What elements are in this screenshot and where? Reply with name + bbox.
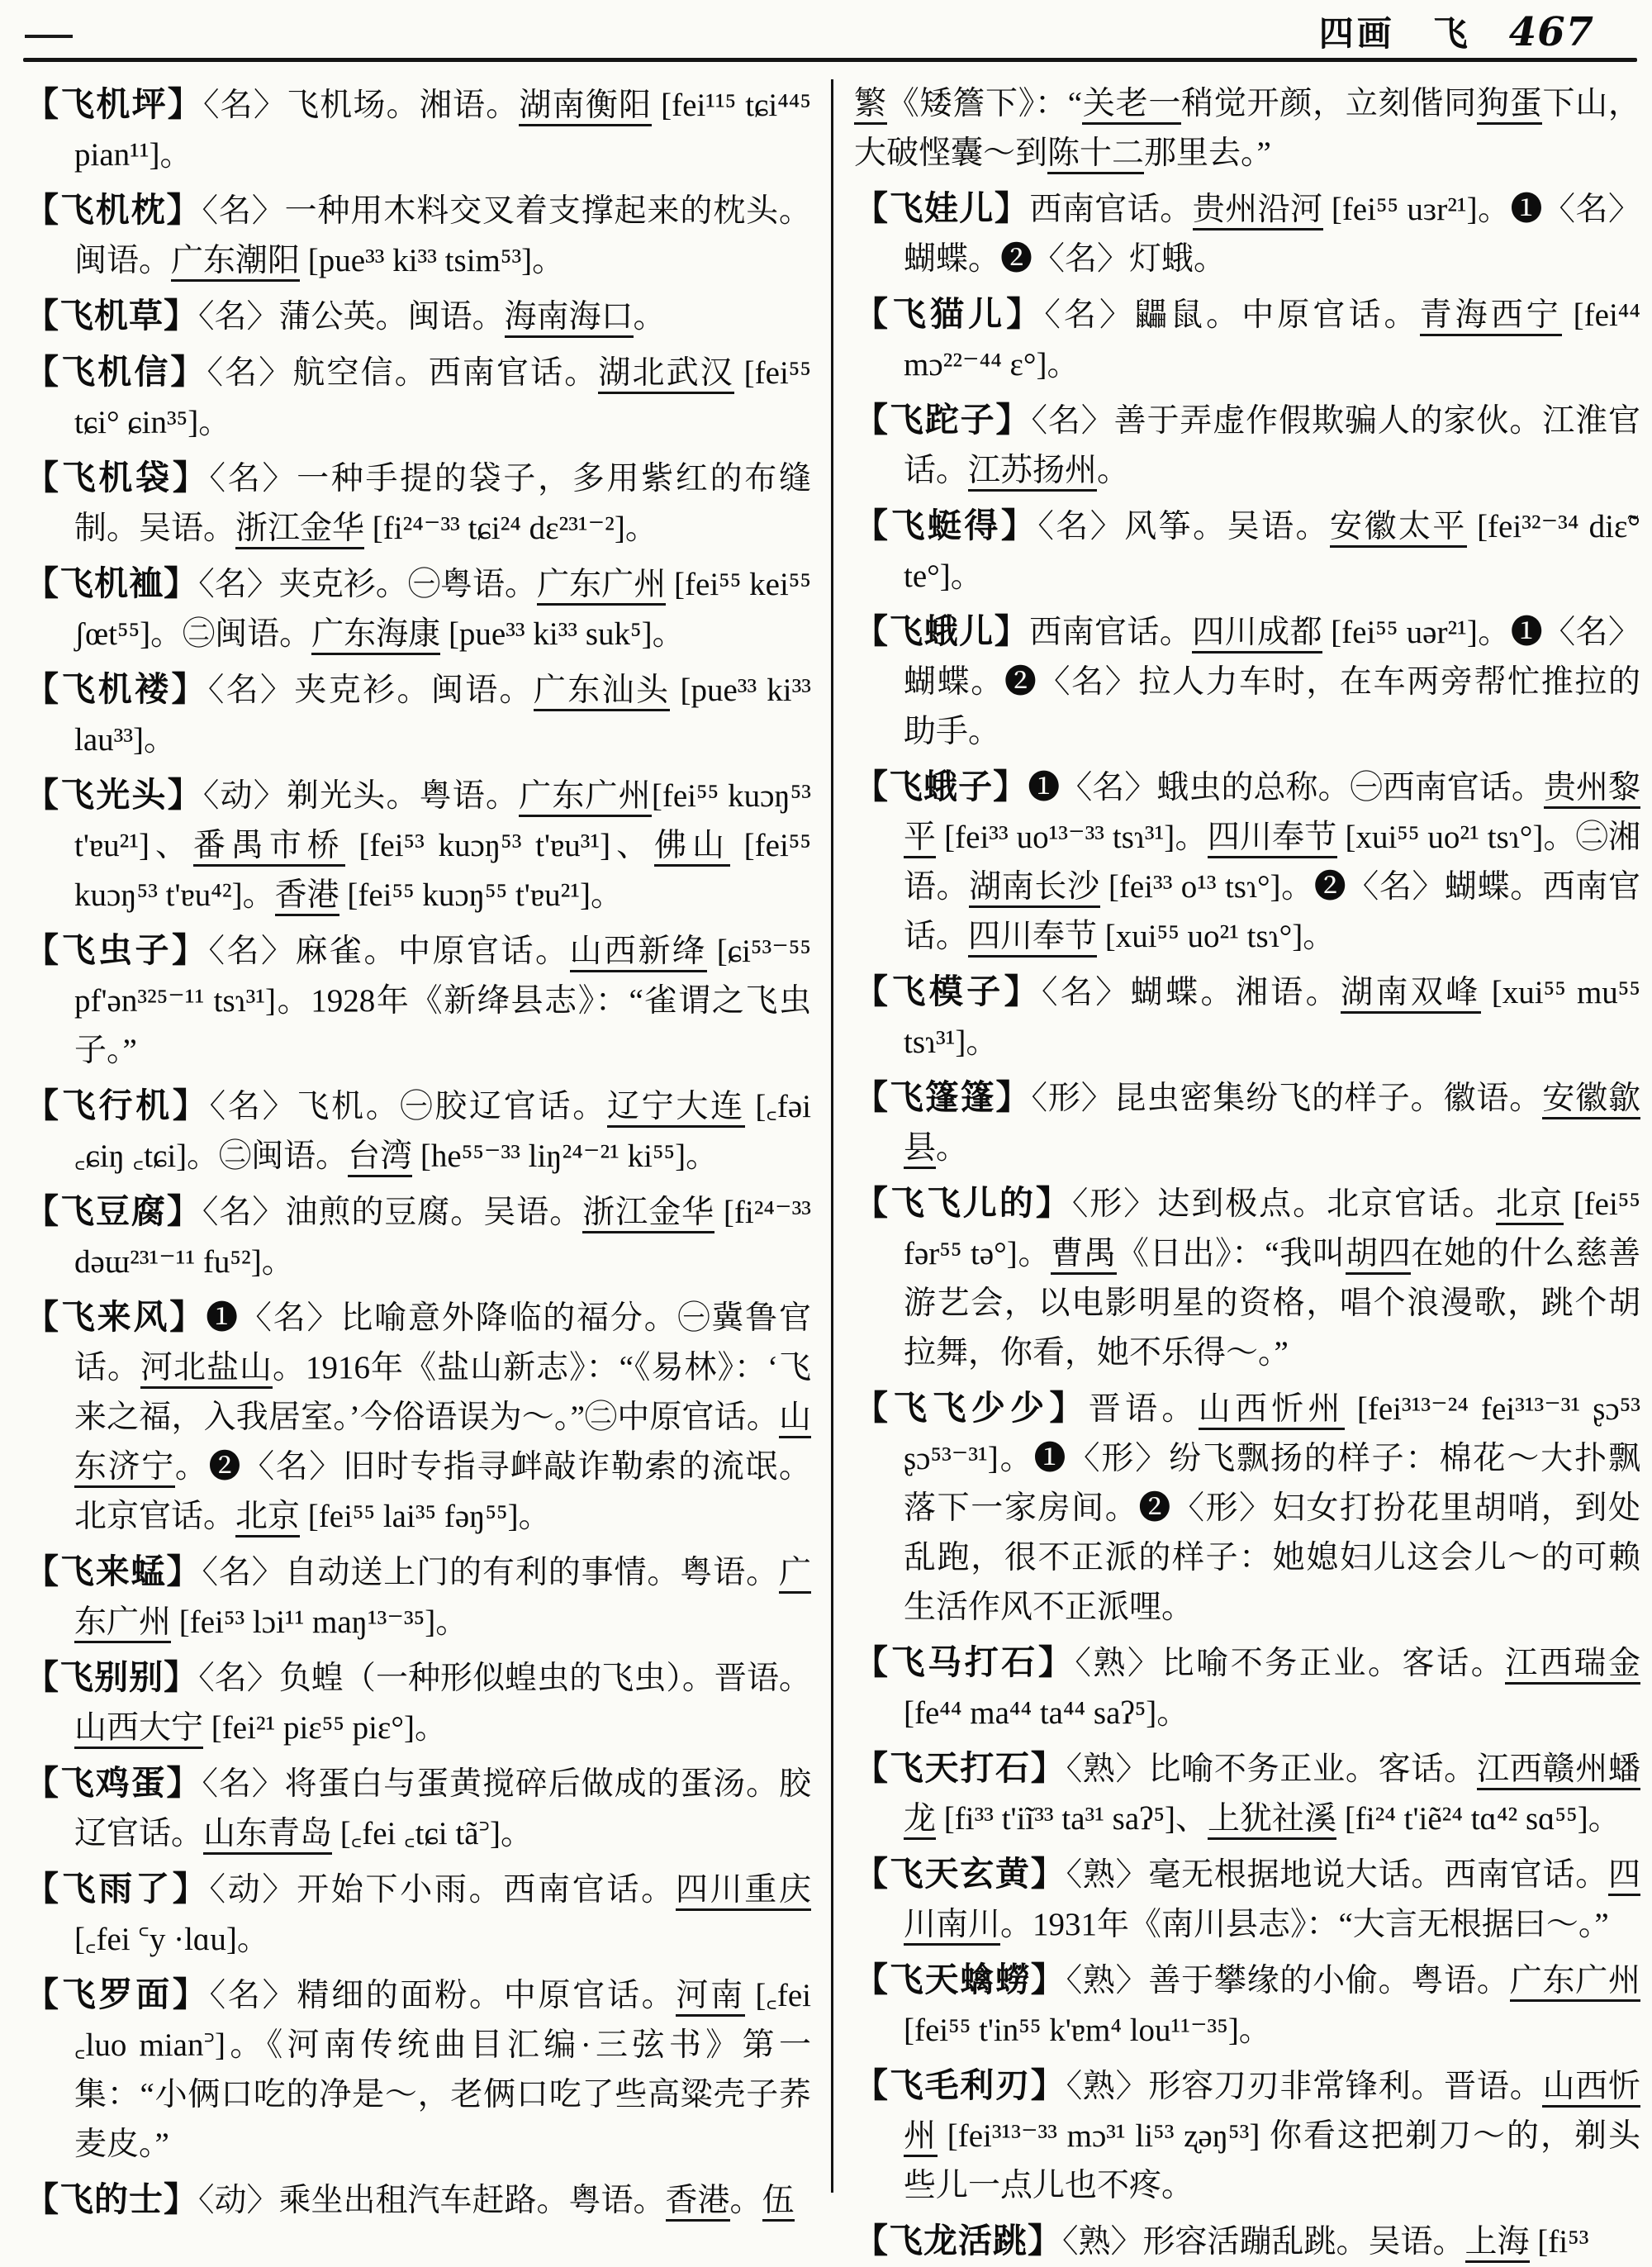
entry-headword: 【飞机褛】: [25, 670, 208, 708]
entry-continuation: [854, 79, 1640, 178]
entry-headword: 【飞雨了】: [25, 1870, 210, 1908]
dictionary-entry: [854, 1849, 1640, 1950]
entry-text: [fei¹¹⁵ tɕi⁴⁴⁵ pian¹¹]。: [74, 88, 811, 173]
underlined-proper-name: 广东广州: [519, 778, 652, 817]
entry-headword: 【飞蛾子】: [854, 768, 1028, 806]
entry-text: 〈名〉一种用木料交叉着支撑起来的枕头。闽语。: [74, 193, 811, 278]
entry-text: 《日出》：“我叫: [1116, 1236, 1346, 1271]
right-column: [854, 79, 1641, 2260]
entry-text: [fei³¹³⁻²⁴ fei³¹³⁻³¹ ʂɔ⁵³ ʂɔ⁵³⁻³¹]。❶〈形〉纷飞飘扬的样子：棉花～大扑飘落下一家房间。❷〈形〉妇女打扮花里胡哨，到处乱跑，很不正派的样子：她媳妇儿这会儿～的可赖生活作风不正派哩。: [904, 1391, 1641, 1625]
entry-text: [fei³¹³⁻³³ mɔ³¹ li⁵³ ʐəŋ⁵³] 你看这把剃刀～的，剃头些儿一点儿也不疼。: [904, 2118, 1640, 2203]
entry-text: 〈名〉夹克衫。㊀粤语。: [198, 567, 538, 602]
underlined-proper-name: 广东海康: [311, 616, 440, 655]
underlined-proper-name: 北京: [1496, 1186, 1564, 1225]
dictionary-entry: [25, 79, 811, 180]
entry-text: [fei⁴⁴ mɔ²²⁻⁴⁴ ɛ°]。: [904, 297, 1640, 383]
entry-text: [fi⁵³: [1529, 2224, 1589, 2260]
entry-headword: 【飞鸡蛋】: [25, 1764, 202, 1802]
entry-headword: 【飞飞儿的】: [854, 1184, 1072, 1222]
entry-text: [fei²¹ piɛ⁵⁵ piɛ°]。: [203, 1710, 447, 1746]
underlined-proper-name: 海南海口: [505, 299, 634, 338]
entry-text: 〈熟〉比喻不务正业。客话。: [1066, 1751, 1477, 1787]
entry-text: 〈熟〉形容活蹦乱跳。吴语。: [1062, 2224, 1465, 2260]
entry-text: [xui⁵⁵ mu⁵⁵ tsɿ³¹]。: [904, 975, 1640, 1060]
entry-text: [fei⁵⁵ lai³⁵ fəŋ⁵⁵]。: [300, 1499, 551, 1534]
entry-text: 〈名〉自动送上门的有利的事情。粤语。: [202, 1555, 779, 1590]
entry-text: 〈名〉蝴蝶。湘语。: [1041, 975, 1341, 1010]
dictionary-entry: [854, 606, 1640, 757]
entry-text: [fi²⁴⁻³³ tɕi²⁴ dɛ²³¹⁻²]。: [364, 511, 657, 546]
dictionary-entry: [854, 1637, 1640, 1738]
entry-text: [fei⁵³ lɔi¹¹ maŋ¹³⁻³⁵]。: [171, 1604, 468, 1640]
entry-headword: 【飞毛利刃】: [854, 2066, 1066, 2104]
dictionary-entry: [854, 2216, 1640, 2267]
underlined-proper-name: 贵州沿河: [1193, 192, 1323, 231]
entry-text: [fei⁵⁵ kuɔŋ⁵⁵ t'ɐu²¹]。: [339, 877, 624, 913]
underlined-proper-name: 山西忻州: [904, 2069, 1640, 2157]
entry-text: [꜀fei ꜀luo mian꜄]。《河南传统曲目汇编·三弦书》第一集：“小俩口吃的净是～，老俩口吃了些高粱壳子荞麦皮。”: [74, 1978, 811, 2162]
underlined-proper-name: 江苏扬州: [968, 453, 1097, 492]
entry-text: [fi³³ t'iĩ³³ ta³¹ saʔ⁵]、: [936, 1801, 1208, 1837]
dictionary-entry: [25, 1547, 811, 1647]
underlined-proper-name: 湖北武汉: [598, 355, 733, 394]
entry-text: ❶〈名〉比喻意外降临的福分。㊀冀鲁官话。: [74, 1300, 811, 1385]
entry-text: 〈名〉善于弄虚作假欺骗人的家伙。江淮官话。: [904, 403, 1640, 488]
underlined-proper-name: 河北盐山: [140, 1350, 273, 1389]
entry-headword: 【飞虫子】: [25, 931, 209, 969]
entry-text: 〈名〉将蛋白与蛋黄搅碎后做成的蛋汤。胶辽官话。: [74, 1766, 811, 1851]
entry-text: 。: [633, 299, 666, 335]
underlined-proper-name: 四川奉节: [1208, 820, 1337, 858]
entry-headword: 【飞机草】: [25, 297, 198, 335]
dictionary-entry: [854, 183, 1640, 284]
underlined-proper-name: 山东青岛: [203, 1816, 332, 1855]
entry-text: [fei⁵³ kuɔŋ⁵³ t'ɐu³¹]、: [344, 828, 655, 863]
entry-text: [fi²⁴ t'iẽ²⁴ tɑ⁴² sɑ⁵⁵]。: [1336, 1801, 1621, 1837]
underlined-proper-name: 四川奉节: [968, 919, 1097, 958]
entry-headword: 【飞行机】: [25, 1086, 210, 1124]
dictionary-entry: [25, 1758, 811, 1859]
entry-text: 〈形〉达到极点。北京官话。: [1071, 1186, 1496, 1222]
entry-headword: 【飞机裇】: [25, 564, 199, 602]
dictionary-entry: [25, 664, 811, 765]
entry-text: ❶〈名〉蛾虫的总称。㊀西南官话。: [1028, 770, 1544, 806]
entry-text: 晋语。: [1088, 1391, 1199, 1427]
entry-headword: 【飞机枕】: [25, 191, 202, 229]
entry-text: [fi²⁴⁻³³ dəɯ²³¹⁻¹¹ fu⁵²]。: [74, 1195, 811, 1280]
underlined-proper-name: 浙江金华: [235, 511, 364, 549]
entry-text: [pue³³ ki³³ lau³³]。: [74, 672, 811, 758]
underlined-proper-name: 江西瑞金: [1505, 1646, 1640, 1685]
dictionary-entry: [854, 967, 1640, 1067]
underlined-proper-name: 佛山: [654, 828, 730, 867]
entry-headword: 【飞天打石】: [854, 1749, 1066, 1787]
entry-headword: 【飞来蜢】: [25, 1552, 202, 1590]
underlined-proper-name: 北京: [235, 1499, 300, 1537]
entry-headword: 【飞豆腐】: [25, 1192, 202, 1230]
underlined-proper-name: 山西忻州: [1199, 1391, 1345, 1430]
entry-headword: 【飞模子】: [854, 972, 1042, 1010]
entry-headword: 【飞马打石】: [854, 1643, 1075, 1681]
underlined-proper-name: 河南: [676, 1978, 744, 2017]
entry-text: 〈名〉飞机。㊀胶辽官话。: [209, 1089, 607, 1124]
dictionary-entry: [854, 1383, 1640, 1633]
underlined-proper-name: 青海西宁: [1420, 297, 1562, 336]
underlined-proper-name: 上犹社溪: [1208, 1801, 1336, 1840]
entry-text: [fei⁵⁵ kei⁵⁵ ʃœt⁵⁵]。㊁闽语。: [74, 567, 811, 652]
entry-text: 〈名〉飞机场。湘语。: [202, 88, 520, 123]
entry-text: 那里去。”: [1144, 135, 1271, 171]
entry-text: [fei⁵⁵ kuɔŋ⁵³ t'ɐu²¹]、: [74, 778, 812, 863]
stroke-section-label: 四画: [1318, 16, 1395, 54]
entry-text: [fei⁵⁵ t'in⁵⁵ k'ɐm⁴ lou¹¹⁻³⁵]。: [904, 2013, 1271, 2048]
underlined-proper-name: 山西新绛: [570, 934, 707, 972]
dictionary-entry: [25, 453, 811, 554]
underlined-proper-name: 山东济宁: [74, 1400, 811, 1488]
entry-text: 。: [729, 2183, 762, 2218]
entry-headword: 【飞机袋】: [25, 459, 210, 497]
underlined-proper-name: 江西赣州蟠龙: [904, 1751, 1640, 1840]
dictionary-entry: [854, 1743, 1640, 1844]
dictionary-entry: [854, 762, 1640, 962]
entry-text: 〈动〉开始下小雨。西南官话。: [209, 1872, 676, 1908]
dictionary-entry: [25, 558, 811, 659]
entry-text: 〈名〉蒲公英。闽语。: [198, 299, 505, 335]
dictionary-entry: [25, 291, 811, 342]
entry-text: 西南官话。: [1029, 192, 1193, 227]
dictionary-entry: [25, 1864, 811, 1965]
entry-text: [xui⁵⁵ uo²¹ tsɿ°]。: [1097, 919, 1336, 954]
entry-text: 〈名〉一种手提的袋子，多用紫红的布缝制。吴语。: [74, 461, 811, 546]
underlined-proper-name: 四川南川: [904, 1857, 1640, 1946]
dictionary-entry: [25, 1081, 811, 1181]
entry-text: [fei⁵⁵ tɕi° ɕin³⁵]。: [74, 355, 811, 440]
entry-headword: 【飞天玄黄】: [854, 1855, 1066, 1893]
entry-text: 〈熟〉毫无根据地说大话。西南官话。: [1066, 1857, 1608, 1893]
entry-text: 在她的什么慈善游艺会，以电影明星的资格，唱个浪漫歌，跳个胡拉舞，你看，她不乐得～。”: [904, 1236, 1640, 1371]
underlined-proper-name: 湖南长沙: [969, 869, 1099, 908]
dictionary-entry: [25, 925, 811, 1076]
left-column: [25, 79, 812, 2218]
underlined-proper-name: 香港: [666, 2183, 730, 2222]
dictionary-entry: [854, 2060, 1640, 2211]
entry-text: [ɕi⁵³⁻⁵⁵ pf'ən³²⁵⁻¹¹ tsɿ³¹]。1928年《新绛县志》：“雀谓之飞虫子。”: [74, 934, 811, 1068]
entry-text: [xui⁵⁵ uo²¹ tsɿ°]。㊁湘语。: [904, 820, 1640, 905]
entry-text: 。: [1097, 453, 1130, 488]
entry-text: [fei⁵⁵ uər²¹]。❶〈名〉蝴蝶。❷〈名〉拉人力车时，在车两旁帮忙推拉的助手。: [904, 615, 1640, 749]
underlined-proper-name: 广东潮阳: [171, 243, 300, 282]
entry-headword: 【飞别别】: [25, 1658, 199, 1696]
underlined-proper-name: 繁: [854, 86, 887, 125]
entry-text: 。1916年《盐山新志》：“《易林》：‘飞来之福，入我居室。’今俗语误为～。”㊁中原官话。: [74, 1350, 811, 1435]
head-character-label: 飞: [1432, 16, 1471, 54]
entry-headword: 【飞的士】: [25, 2180, 198, 2218]
underlined-proper-name: 香港: [275, 877, 339, 916]
entry-headword: 【飞机坪】: [25, 85, 203, 123]
entry-text: [꜀fei ꜀tɕi tã꜄]。: [332, 1816, 533, 1851]
entry-text: 。1931年《南川县志》：“大言无根据曰～。”: [1000, 1907, 1609, 1942]
entry-text: 〈熟〉比喻不务正业。客话。: [1075, 1646, 1506, 1681]
underlined-proper-name: 台湾: [348, 1138, 412, 1177]
underlined-proper-name: 广东广州: [537, 567, 666, 606]
entry-text: 〈名〉航空信。西南官话。: [206, 355, 599, 391]
entry-text: 〈名〉麻雀。中原官话。: [208, 934, 570, 969]
entry-headword: 【飞飞少少】: [854, 1389, 1089, 1427]
underlined-proper-name: 曹禺: [1051, 1236, 1117, 1275]
dictionary-entry: [854, 1178, 1640, 1378]
entry-text: [fei³³ o¹³ tsɿ°]。❷〈名〉蝴蝶。西南官话。: [904, 869, 1640, 954]
underlined-proper-name: 山西大宁: [74, 1710, 203, 1749]
entry-headword: 【飞猫儿】: [854, 295, 1045, 333]
entry-text: 〈熟〉善于攀缘的小偷。粤语。: [1066, 1963, 1510, 1998]
entry-text: 〈名〉油煎的豆腐。吴语。: [202, 1195, 583, 1230]
underlined-proper-name: 广东广州: [74, 1555, 811, 1643]
underlined-proper-name: 湖南衡阳: [519, 88, 652, 126]
entry-text: [fei⁵⁵ kuɔŋ⁵³ t'ɐu⁴²]。: [74, 828, 811, 913]
entry-text: [pue³³ ki³³ suk⁵]。: [440, 616, 685, 652]
entry-headword: 【飞光头】: [25, 776, 203, 814]
underlined-proper-name: 四川重庆: [676, 1872, 811, 1911]
underlined-proper-name: 湖南双峰: [1341, 975, 1481, 1014]
entry-text: [fei⁵⁵ uɜr²¹]。❶〈名〉蝴蝶。❷〈名〉灯蛾。: [904, 192, 1640, 277]
entry-headword: 【飞来风】: [25, 1298, 206, 1336]
entry-headword: 【飞跎子】: [854, 401, 1032, 439]
entry-text: 。❷〈名〉旧时专指寻衅敲诈勒索的流氓。北京官话。: [74, 1449, 811, 1534]
entry-text: 〈名〉精细的面粉。中原官话。: [209, 1978, 676, 2013]
entry-headword: 【飞龙活跳】: [854, 2222, 1062, 2260]
underlined-proper-name: 贵州黎平: [904, 770, 1640, 858]
underlined-proper-name: 狗蛋: [1477, 86, 1543, 125]
entry-text: [fei³³ uo¹³⁻³³ tsɿ³¹]。: [936, 820, 1208, 855]
dictionary-entry: [25, 1652, 811, 1753]
entry-text: 〈名〉鼺鼠。中原官话。: [1044, 297, 1420, 333]
underlined-proper-name: 安徽歙县: [904, 1081, 1640, 1169]
underlined-proper-name: 安徽太平: [1330, 509, 1467, 548]
underlined-proper-name: 番禺市桥: [193, 828, 345, 867]
entry-text: [fe⁴⁴ ma⁴⁴ ta⁴⁴ saʔ⁵]。: [904, 1695, 1189, 1731]
entry-headword: 【飞罗面】: [25, 1975, 210, 2013]
entry-text: 〈名〉风筝。吴语。: [1037, 509, 1330, 544]
dictionary-entry: [25, 347, 811, 448]
underlined-proper-name: 浙江金华: [582, 1195, 714, 1233]
dictionary-entry: [25, 1186, 811, 1287]
header-corner-dash: [25, 35, 73, 38]
dictionary-entry: [25, 185, 811, 286]
dictionary-entry: [854, 1072, 1640, 1173]
dictionary-entry: [25, 1292, 811, 1542]
page-number: 467: [1508, 9, 1594, 55]
underlined-proper-name: 关老一: [1082, 86, 1181, 125]
underlined-proper-name: 胡四: [1346, 1236, 1412, 1275]
dictionary-entry: [854, 1955, 1640, 2056]
entry-text: [꜀fəi ꜀ɕiŋ ꜀tɕi]。㊁闽语。: [74, 1089, 811, 1174]
entry-text: 〈形〉昆虫密集纷飞的样子。徽语。: [1031, 1081, 1543, 1116]
dictionary-entry: [25, 2174, 811, 2226]
underlined-proper-name: 陈十二: [1047, 135, 1144, 174]
dictionary-entry: [854, 395, 1640, 496]
dictionary-entry: [854, 501, 1640, 601]
underlined-proper-name: 辽宁大连: [607, 1089, 745, 1128]
underlined-proper-name: 四川成都: [1192, 615, 1322, 653]
entry-text: 〈名〉负蝗（一种形似蝗虫的飞虫）。晋语。: [198, 1661, 811, 1696]
entry-text: 西南官话。: [1029, 615, 1193, 650]
entry-text: 。: [936, 1130, 969, 1166]
entry-text: 〈动〉乘坐出租汽车赶路。粤语。: [198, 2183, 666, 2218]
underlined-proper-name: 上海: [1465, 2224, 1530, 2263]
underlined-proper-name: 广东广州: [1510, 1963, 1640, 2002]
header-rule: [23, 58, 1637, 62]
entry-text: [he⁵⁵⁻³³ liŋ²⁴⁻²¹ ki⁵⁵]。: [412, 1138, 719, 1174]
entry-headword: 【飞蜓得】: [854, 506, 1038, 544]
underlined-proper-name: 伍: [762, 2183, 795, 2222]
column-divider-rule: [831, 79, 833, 2193]
entry-headword: 【飞蛾儿】: [854, 612, 1030, 650]
entry-text: [꜀fei ꜂y ·lɑu]。: [74, 1922, 269, 1957]
dictionary-entry: [25, 770, 811, 920]
dictionary-entry: [25, 1970, 811, 2170]
dictionary-entry: [854, 289, 1640, 390]
entry-headword: 【飞天蠄蟧】: [854, 1960, 1066, 1998]
entry-text: 〈名〉夹克衫。闽语。: [207, 672, 534, 708]
underlined-proper-name: 广东汕头: [534, 672, 670, 711]
entry-headword: 【飞娃儿】: [854, 189, 1030, 227]
entry-text: [fei⁵⁵ fər⁵⁵ tə°]。: [904, 1186, 1640, 1271]
entry-headword: 【飞篷篷】: [854, 1078, 1032, 1116]
entry-text: 〈熟〉形容刀刃非常锋利。晋语。: [1066, 2069, 1543, 2104]
page-header: [1319, 7, 1594, 56]
entry-text: 〈动〉剃光头。粤语。: [202, 778, 520, 814]
entry-text: 下山，大破悭囊～到: [854, 86, 1640, 171]
entry-text: 稍觉开颜，立刻偕同: [1181, 86, 1477, 121]
entry-headword: 【飞机信】: [25, 353, 207, 391]
entry-text: [pue³³ ki³³ tsim⁵³]。: [300, 243, 565, 278]
entry-text: 《矮簷下》：“: [886, 86, 1083, 121]
entry-text: [fei³²⁻³⁴ diɛ̃° te°]。: [904, 509, 1640, 594]
